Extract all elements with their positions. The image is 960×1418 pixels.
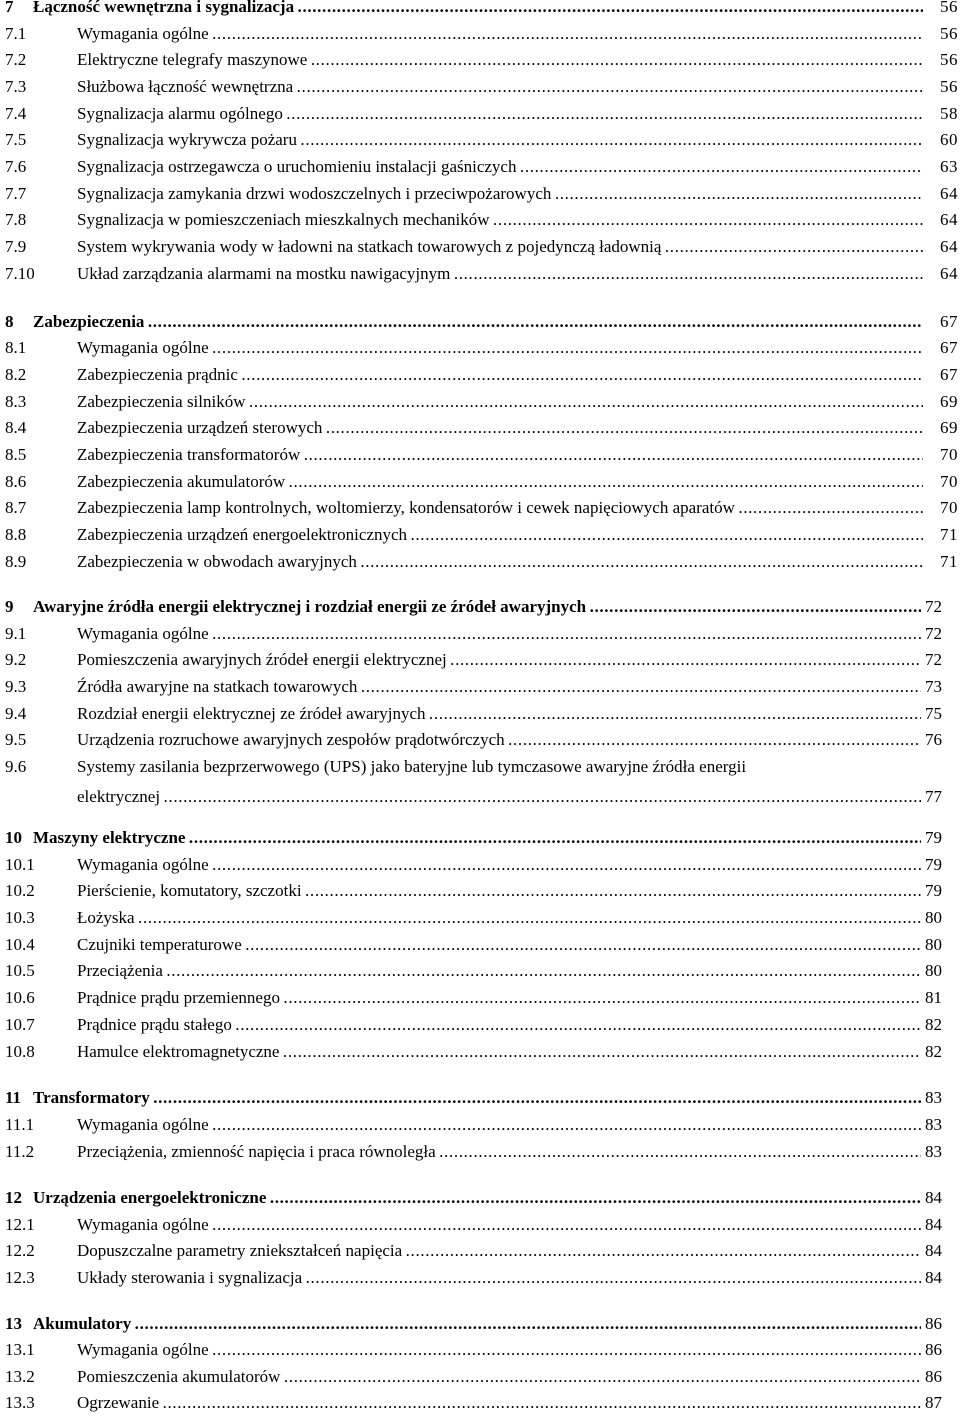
toc-number: 8.7 bbox=[5, 498, 27, 517]
toc-title bbox=[77, 647, 921, 673]
toc-number: 7.2 bbox=[5, 50, 27, 69]
toc-entry[interactable] bbox=[0, 1185, 960, 1211]
toc-page: 84 bbox=[925, 1268, 942, 1287]
toc-number: 7.5 bbox=[5, 130, 27, 149]
toc-number: 8.8 bbox=[5, 525, 27, 544]
toc-page: 70 bbox=[940, 498, 958, 517]
toc-title bbox=[77, 335, 923, 361]
toc-title-text: Wymagania ogólne bbox=[77, 624, 209, 643]
toc-title bbox=[33, 594, 921, 620]
toc-page: 77 bbox=[925, 787, 942, 806]
toc-title-text: Zabezpieczenia silników bbox=[77, 392, 246, 411]
toc-entry[interactable] bbox=[0, 647, 960, 673]
toc-entry[interactable] bbox=[0, 21, 960, 47]
toc-page: 60 bbox=[940, 130, 958, 149]
toc-number: 8.4 bbox=[5, 418, 27, 437]
toc-page: 84 bbox=[925, 1241, 942, 1260]
toc-number: 9.3 bbox=[5, 677, 27, 696]
toc-entry[interactable] bbox=[0, 362, 960, 388]
toc-title-text: Czujniki temperaturowe bbox=[77, 935, 242, 954]
toc-page: 72 bbox=[925, 650, 942, 669]
toc-title-text: elektrycznej bbox=[77, 787, 161, 806]
toc-title-text: Sygnalizacja zamykania drzwi wodoszczelnych i przeciwpożarowych bbox=[77, 184, 552, 203]
toc-number: 11 bbox=[5, 1088, 22, 1107]
toc-page: 76 bbox=[925, 730, 942, 749]
toc-page: 67 bbox=[940, 338, 958, 357]
toc-title-text: Wymagania ogólne bbox=[77, 1340, 209, 1359]
toc-title-text: Rozdział energii elektrycznej ze źródeł awaryjnych bbox=[77, 704, 426, 723]
toc-entry[interactable] bbox=[0, 878, 960, 904]
toc-title-text: Ogrzewanie bbox=[77, 1393, 160, 1412]
toc-title bbox=[77, 1265, 921, 1291]
toc-title-text: Łączność wewnętrzna i sygnalizacja bbox=[33, 0, 295, 16]
toc-entry[interactable] bbox=[0, 594, 960, 620]
toc-number: 8.5 bbox=[5, 445, 27, 464]
toc-page: 70 bbox=[940, 472, 958, 491]
toc-page: 69 bbox=[940, 418, 958, 437]
toc-entry[interactable] bbox=[0, 234, 960, 260]
toc-entry[interactable] bbox=[0, 522, 960, 548]
toc-number: 10.7 bbox=[5, 1015, 35, 1034]
toc-number: 7.3 bbox=[5, 77, 27, 96]
toc-number: 9.4 bbox=[5, 704, 27, 723]
toc-page: 75 bbox=[925, 704, 942, 723]
toc-title-text: Układ zarządzania alarmami na mostku nawigacyjnym bbox=[77, 264, 451, 283]
toc-number: 9.6 bbox=[5, 757, 27, 776]
toc-number: 10.4 bbox=[5, 935, 35, 954]
toc-title bbox=[77, 181, 923, 207]
toc-number: 11.2 bbox=[5, 1142, 35, 1161]
toc-entry[interactable] bbox=[0, 1012, 960, 1038]
toc-entry[interactable] bbox=[0, 1364, 960, 1390]
toc-page: 84 bbox=[925, 1188, 942, 1207]
toc-page: 56 bbox=[940, 24, 958, 43]
toc-entry[interactable] bbox=[0, 0, 960, 20]
toc-title-text: Przeciążenia, zmienność napięcia i praca równoległa bbox=[77, 1142, 436, 1161]
toc-number: 8.6 bbox=[5, 472, 27, 491]
toc-page: 84 bbox=[925, 1215, 942, 1234]
toc-entry[interactable] bbox=[0, 181, 960, 207]
toc-entry[interactable] bbox=[0, 985, 960, 1011]
toc-title-text: Zabezpieczenia w obwodach awaryjnych bbox=[77, 552, 357, 571]
toc-title bbox=[77, 522, 923, 548]
toc-number: 8.3 bbox=[5, 392, 27, 411]
toc-entry[interactable] bbox=[0, 549, 960, 575]
toc-number: 12.1 bbox=[5, 1215, 35, 1234]
toc-title bbox=[77, 154, 923, 180]
toc-title-text: Pomieszczenia awaryjnych źródeł energii elektrycznej bbox=[77, 650, 447, 669]
toc-title bbox=[77, 674, 921, 700]
toc-page: 67 bbox=[940, 365, 958, 384]
toc-title bbox=[33, 825, 921, 851]
toc-page: 67 bbox=[940, 312, 958, 331]
toc-title bbox=[77, 74, 923, 100]
toc-entry[interactable] bbox=[0, 207, 960, 233]
toc-number: 10.5 bbox=[5, 961, 35, 980]
toc-number: 10.2 bbox=[5, 881, 35, 900]
toc-entry[interactable] bbox=[0, 261, 960, 287]
toc-number: 9.5 bbox=[5, 730, 27, 749]
toc-page: 80 bbox=[925, 961, 942, 980]
toc-title-text: Służbowa łączność wewnętrzna bbox=[77, 77, 294, 96]
toc-page: 56 bbox=[940, 77, 958, 96]
toc-page: 87 bbox=[925, 1393, 942, 1412]
toc-entry[interactable] bbox=[0, 101, 960, 127]
toc-entry[interactable] bbox=[0, 1085, 960, 1111]
toc-number: 12.3 bbox=[5, 1268, 35, 1287]
toc-title bbox=[33, 0, 923, 20]
toc-page: 79 bbox=[925, 855, 942, 874]
toc-title bbox=[77, 1337, 921, 1363]
toc-entry[interactable] bbox=[0, 754, 960, 780]
toc-entry[interactable] bbox=[0, 958, 960, 984]
toc-number: 9 bbox=[5, 597, 14, 616]
toc-entry[interactable] bbox=[0, 469, 960, 495]
toc-entry[interactable] bbox=[0, 389, 960, 415]
toc-number: 9.2 bbox=[5, 650, 27, 669]
toc-entry[interactable] bbox=[0, 47, 960, 73]
toc-page: 56 bbox=[940, 0, 958, 16]
toc-number: 12.2 bbox=[5, 1241, 35, 1260]
toc-title bbox=[77, 442, 923, 468]
toc-number: 10 bbox=[5, 828, 22, 847]
toc-number: 7.7 bbox=[5, 184, 27, 203]
toc-entry[interactable] bbox=[0, 1112, 960, 1138]
toc-page: 72 bbox=[925, 624, 942, 643]
toc-title-text: Transformatory bbox=[33, 1088, 150, 1107]
toc-page: 58 bbox=[940, 104, 958, 123]
toc-title-text: Sygnalizacja w pomieszczeniach mieszkalnych mechaników bbox=[77, 210, 490, 229]
toc-title-text: Łożyska bbox=[77, 908, 135, 927]
toc-title-text: Akumulatory bbox=[33, 1314, 132, 1333]
toc-page: 79 bbox=[925, 881, 942, 900]
toc-number: 13.1 bbox=[5, 1340, 35, 1359]
toc-page: 81 bbox=[925, 988, 942, 1007]
toc-title-text: Zabezpieczenia prądnic bbox=[77, 365, 238, 384]
toc-page: 83 bbox=[925, 1088, 942, 1107]
toc-page: 71 bbox=[940, 552, 958, 571]
toc-entry[interactable] bbox=[0, 1238, 960, 1264]
toc-title: Systemy zasilania bezprzerwowego (UPS) jako bateryjne lub tymczasowe awaryjne źródła energii bbox=[77, 757, 747, 776]
toc-title-text: Wymagania ogólne bbox=[77, 338, 209, 357]
toc-title bbox=[77, 21, 923, 47]
toc-number: 7.10 bbox=[5, 264, 35, 283]
toc-entry[interactable] bbox=[0, 852, 960, 878]
toc-number: 12 bbox=[5, 1188, 22, 1207]
toc-number: 7.9 bbox=[5, 237, 27, 256]
toc-title bbox=[77, 701, 921, 727]
toc-title-text: Urządzenia rozruchowe awaryjnych zespołów prądotwórczych bbox=[77, 730, 505, 749]
toc-title bbox=[77, 1012, 921, 1038]
toc-title-text: Zabezpieczenia urządzeń energoelektronicznych bbox=[77, 525, 408, 544]
toc-title-text: Dopuszczalne parametry zniekształceń napięcia bbox=[77, 1241, 403, 1260]
toc-entry[interactable] bbox=[0, 1311, 960, 1337]
toc-number: 7.6 bbox=[5, 157, 27, 176]
toc-number: 8.9 bbox=[5, 552, 27, 571]
toc-page: 82 bbox=[925, 1042, 942, 1061]
toc-title bbox=[77, 958, 921, 984]
toc-title bbox=[77, 495, 923, 521]
toc-title bbox=[77, 469, 923, 495]
toc-entry[interactable] bbox=[0, 335, 960, 361]
toc-entry[interactable] bbox=[0, 905, 960, 931]
toc-title bbox=[77, 905, 921, 931]
toc-title bbox=[77, 727, 921, 753]
toc-page: 56 bbox=[940, 50, 958, 69]
toc-number: 10.3 bbox=[5, 908, 35, 927]
toc-title-text: Wymagania ogólne bbox=[77, 24, 209, 43]
toc-number: 13 bbox=[5, 1314, 22, 1333]
toc-title bbox=[77, 1039, 921, 1065]
toc-page: 64 bbox=[940, 264, 958, 283]
toc-entry[interactable] bbox=[0, 154, 960, 180]
toc-number: 10.8 bbox=[5, 1042, 35, 1061]
toc-title bbox=[77, 985, 921, 1011]
toc-title-text: System wykrywania wody w ładowni na statkach towarowych z pojedynczą ładownią bbox=[77, 237, 662, 256]
toc-title-text: Zabezpieczenia lamp kontrolnych, woltomierzy, kondensatorów i cewek napięciowych aparatów bbox=[77, 498, 735, 517]
toc-number: 8.2 bbox=[5, 365, 27, 384]
toc-title bbox=[77, 1364, 921, 1390]
toc-entry[interactable] bbox=[0, 127, 960, 153]
toc-entry[interactable] bbox=[0, 932, 960, 958]
toc-page: 82 bbox=[925, 1015, 942, 1034]
toc-title bbox=[33, 1311, 921, 1337]
toc-title bbox=[33, 1185, 921, 1211]
toc-number: 7.4 bbox=[5, 104, 27, 123]
toc-title-text: Maszyny elektryczne bbox=[33, 828, 186, 847]
toc-entry[interactable] bbox=[0, 1139, 960, 1165]
toc-title bbox=[77, 234, 923, 260]
toc-title bbox=[77, 415, 923, 441]
toc-title bbox=[77, 1212, 921, 1238]
toc-page: 64 bbox=[940, 237, 958, 256]
toc-entry[interactable] bbox=[0, 1390, 960, 1416]
toc-title-text: Pomieszczenia akumulatorów bbox=[77, 1367, 281, 1386]
toc-title bbox=[77, 932, 921, 958]
toc-title bbox=[77, 207, 923, 233]
toc-title-text: Hamulce elektromagnetyczne bbox=[77, 1042, 280, 1061]
toc-page: 83 bbox=[925, 1115, 942, 1134]
toc-entry[interactable] bbox=[0, 309, 960, 335]
toc-entry[interactable] bbox=[0, 1265, 960, 1291]
toc-entry[interactable] bbox=[0, 1337, 960, 1363]
toc-page: 71 bbox=[940, 525, 958, 544]
toc-page: 63 bbox=[940, 157, 958, 176]
toc-entry[interactable] bbox=[0, 1212, 960, 1238]
toc-title bbox=[77, 1112, 921, 1138]
toc-title bbox=[33, 309, 923, 335]
toc-title bbox=[33, 1085, 921, 1111]
toc-number: 10.1 bbox=[5, 855, 35, 874]
toc-page: 83 bbox=[925, 1142, 942, 1161]
toc-title-text: Sygnalizacja wykrywcza pożaru bbox=[77, 130, 297, 149]
toc-title-text: Zabezpieczenia transformatorów bbox=[77, 445, 301, 464]
toc-title-text: Wymagania ogólne bbox=[77, 855, 209, 874]
toc-page: 86 bbox=[925, 1340, 942, 1359]
toc-entry[interactable] bbox=[0, 415, 960, 441]
toc-number: 13.3 bbox=[5, 1393, 35, 1412]
toc-title-text: Wymagania ogólne bbox=[77, 1215, 209, 1234]
toc-title-text: Sygnalizacja ostrzegawcza o uruchomieniu instalacji gaśniczych bbox=[77, 157, 517, 176]
toc-page: 73 bbox=[925, 677, 942, 696]
toc-title-text: Prądnice prądu stałego bbox=[77, 1015, 232, 1034]
toc-number: 7.8 bbox=[5, 210, 27, 229]
toc-number: 13.2 bbox=[5, 1367, 35, 1386]
toc-title bbox=[77, 1238, 921, 1264]
toc-number: 10.6 bbox=[5, 988, 35, 1007]
toc-title bbox=[77, 1139, 921, 1165]
toc-page: 70 bbox=[940, 445, 958, 464]
toc-title bbox=[77, 852, 921, 878]
toc-number: 8.1 bbox=[5, 338, 27, 357]
toc-entry[interactable] bbox=[0, 621, 960, 647]
toc-page: 86 bbox=[925, 1367, 942, 1386]
toc-title-text: Zabezpieczenia akumulatorów bbox=[77, 472, 286, 491]
toc-page: 80 bbox=[925, 935, 942, 954]
toc-number: 8 bbox=[5, 312, 14, 331]
toc-title-text: Źródła awaryjne na statkach towarowych bbox=[77, 677, 358, 696]
toc-entry[interactable] bbox=[0, 495, 960, 521]
toc-title-text: Prądnice prądu przemiennego bbox=[77, 988, 280, 1007]
toc-entry[interactable] bbox=[0, 825, 960, 851]
toc-title-text: Układy sterowania i sygnalizacja bbox=[77, 1268, 303, 1287]
toc-entry[interactable] bbox=[0, 442, 960, 468]
toc-title-continued bbox=[77, 784, 921, 810]
toc-title bbox=[77, 47, 923, 73]
toc-page: 64 bbox=[940, 184, 958, 203]
toc-number: 11.1 bbox=[5, 1115, 35, 1134]
toc-entry[interactable] bbox=[0, 74, 960, 100]
toc-title-text: Zabezpieczenia bbox=[33, 312, 145, 331]
toc-entry[interactable] bbox=[0, 727, 960, 753]
toc-title-text: Urządzenia energoelektroniczne bbox=[33, 1188, 267, 1207]
toc-entry[interactable] bbox=[0, 1039, 960, 1065]
toc-title bbox=[77, 362, 923, 388]
toc-title bbox=[77, 261, 923, 287]
toc-title bbox=[77, 1390, 921, 1416]
toc-page: 79 bbox=[925, 828, 942, 847]
toc-number: 7 bbox=[5, 0, 14, 16]
toc-title bbox=[77, 878, 921, 904]
toc-entry[interactable] bbox=[0, 674, 960, 700]
toc-title-text: Zabezpieczenia urządzeń sterowych bbox=[77, 418, 323, 437]
toc-page: 80 bbox=[925, 908, 942, 927]
toc-page: 64 bbox=[940, 210, 958, 229]
toc-number: 9.1 bbox=[5, 624, 27, 643]
toc-title-text: Przeciążenia bbox=[77, 961, 163, 980]
toc-title-text: Awaryjne źródła energii elektrycznej i rozdział energii ze źródeł awaryjnych bbox=[33, 597, 587, 616]
toc-title bbox=[77, 621, 921, 647]
toc-entry-continued[interactable] bbox=[0, 784, 960, 810]
toc-page: 86 bbox=[925, 1314, 942, 1333]
toc-page: 72 bbox=[925, 597, 942, 616]
toc-title-text: Elektryczne telegrafy maszynowe bbox=[77, 50, 308, 69]
toc-title-text: Pierścienie, komutatory, szczotki bbox=[77, 881, 302, 900]
toc-page: 69 bbox=[940, 392, 958, 411]
toc-title bbox=[77, 549, 923, 575]
toc-title-text: Sygnalizacja alarmu ogólnego bbox=[77, 104, 283, 123]
toc-title bbox=[77, 389, 923, 415]
toc-title-text: Wymagania ogólne bbox=[77, 1115, 209, 1134]
toc-title bbox=[77, 101, 923, 127]
toc-entry[interactable] bbox=[0, 701, 960, 727]
toc-number: 7.1 bbox=[5, 24, 27, 43]
toc-title bbox=[77, 127, 923, 153]
